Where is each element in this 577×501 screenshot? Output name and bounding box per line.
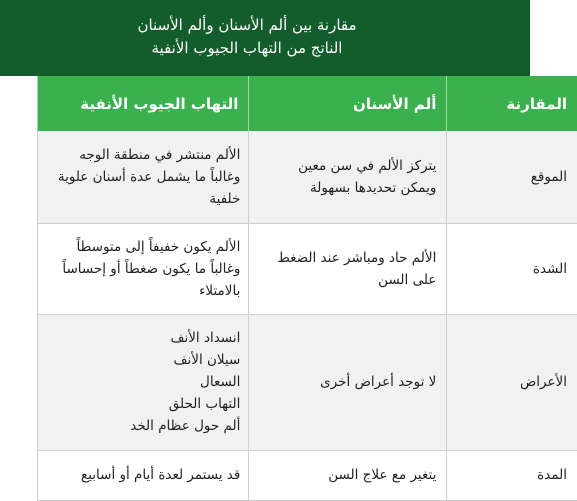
cell-sinus-severity: الألم يكون خفيفاً إلى متوسطاً وغالباً ما يكون ضغطاً أو إحساساً بالامتلاء bbox=[38, 223, 249, 314]
row-label-severity: الشدة bbox=[447, 223, 577, 314]
comparison-table bbox=[37, 76, 577, 501]
symptom-item: سيلان الأنف bbox=[48, 349, 240, 371]
cell-sinus-duration: قد يستمر لعدة أيام أو أسابيع bbox=[38, 450, 249, 500]
table-row bbox=[38, 131, 577, 223]
row-label-duration: المدة bbox=[447, 450, 577, 500]
header-sinusitis: التهاب الجيوب الأنفية bbox=[38, 76, 249, 131]
title-line-1: مقارنة بين ألم الأسنان وألم الأسنان bbox=[0, 14, 530, 37]
cell-sinus-symptoms bbox=[38, 314, 249, 450]
symptom-item: ألم حول عظام الخد bbox=[48, 415, 240, 437]
symptom-item: السعال bbox=[48, 371, 240, 393]
symptom-item: انسداد الأنف bbox=[48, 327, 240, 349]
table-row bbox=[38, 223, 577, 314]
table-row bbox=[38, 450, 577, 500]
cell-tooth-duration: يتغير مع علاج السن bbox=[249, 450, 447, 500]
row-label-location: الموقع bbox=[447, 131, 577, 223]
title-bar bbox=[0, 0, 530, 76]
cell-tooth-severity: الألم حاد ومباشر عند الضغط على السن bbox=[249, 223, 447, 314]
table-row bbox=[38, 314, 577, 450]
header-tooth-pain: ألم الأسنان bbox=[249, 76, 447, 131]
table-header-row bbox=[38, 76, 577, 131]
symptom-item: التهاب الحلق bbox=[48, 393, 240, 415]
row-label-symptoms: الأعراض bbox=[447, 314, 577, 450]
cell-tooth-symptoms: لا توجد أعراض أخرى bbox=[249, 314, 447, 450]
title-line-2: الناتج من التهاب الجيوب الأنفية bbox=[0, 37, 530, 60]
cell-sinus-location: الألم منتشر في منطقة الوجه وغالباً ما يشمل عدة أسنان علوية خلفية bbox=[38, 131, 249, 223]
header-comparison: المقارنة bbox=[447, 76, 577, 131]
cell-tooth-location: يتركز الألم في سن معين ويمكن تحديدها بسهولة bbox=[249, 131, 447, 223]
